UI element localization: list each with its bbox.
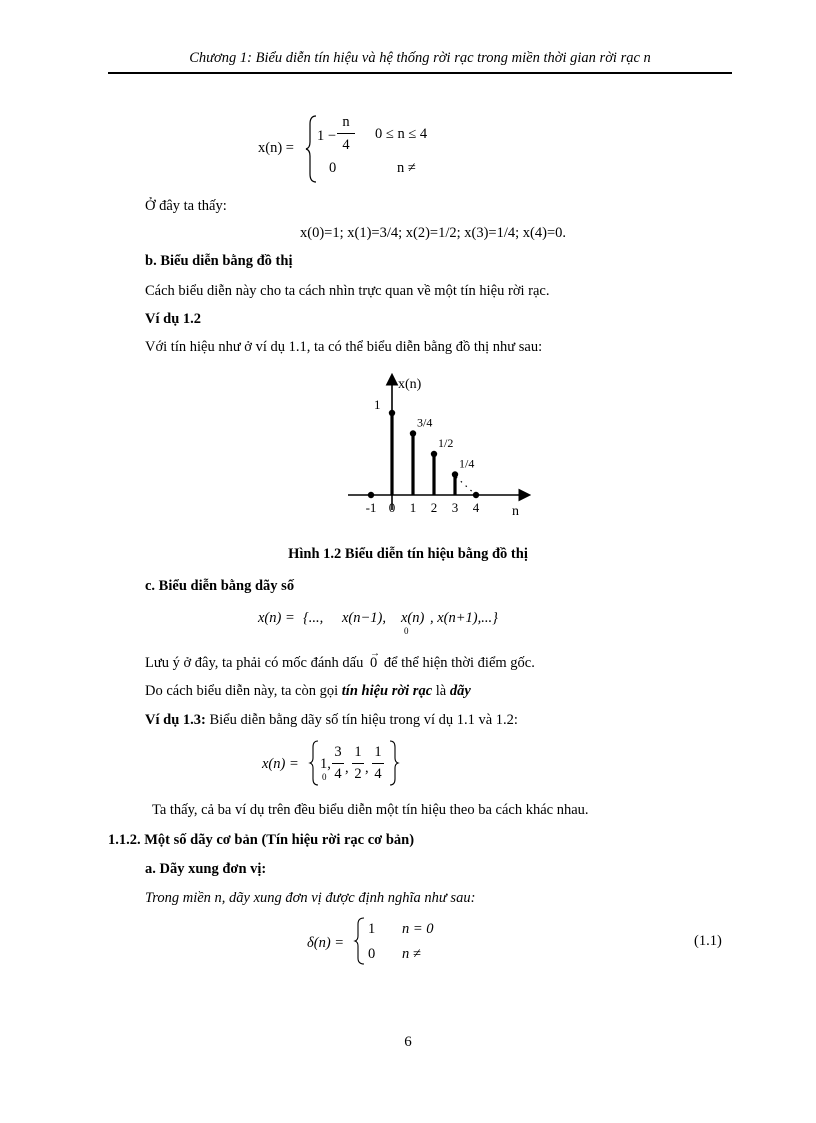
section-c-heading: c. Biểu diễn bằng dãy số: [145, 578, 295, 594]
section-a-heading: a. Dãy xung đơn vị:: [145, 861, 267, 877]
note-line: [145, 648, 535, 672]
note-origin-symbol: → 0: [369, 648, 380, 671]
x-tick-label-n1: 1: [409, 500, 417, 515]
seq-open: {...,: [303, 610, 324, 626]
seq-term-origin: x(n): [401, 610, 425, 626]
eq11-case1-val: 1: [368, 921, 376, 937]
eq11-case2-cond: n ≠: [402, 946, 421, 962]
value-label-n0: 1: [374, 397, 381, 412]
here-we-see: Ở đây ta thấy:: [145, 198, 227, 214]
x-axis-label: n: [512, 504, 519, 519]
seq-term-prev: x(n−1),: [342, 610, 387, 626]
eq1-case2-cond: n ≠: [397, 160, 416, 176]
trend-dotted-line: [456, 477, 476, 495]
eq13-sep1: ,: [345, 760, 349, 776]
figure-caption: Hình 1.2 Biểu diễn tín hiệu bằng đồ thị: [288, 546, 528, 562]
x-tick-label-n0: 0: [388, 500, 396, 515]
stem-point-n4: [473, 492, 479, 498]
eq13-f3-bar: [372, 763, 384, 764]
value-label-n2: 1/2: [438, 436, 454, 450]
eq13-f1-bar: [332, 763, 344, 764]
seq-lhs: x(n) =: [258, 610, 295, 626]
eq13-f3-den: 4: [374, 766, 382, 782]
eq1-fraction-bar: [337, 133, 355, 134]
values-line: x(0)=1; x(1)=3/4; x(2)=1/2; x(3)=1/4; x(4)=0.: [300, 225, 566, 241]
eq13-f3-num: 1: [374, 744, 382, 760]
section-b-heading: b. Biểu diễn bằng đồ thị: [145, 253, 293, 269]
term-sequence: dãy: [449, 683, 471, 699]
eq1-case1-den: 4: [342, 137, 350, 153]
note-part1: Lưu ý ở đây, ta phải có mốc đánh dấu: [145, 655, 364, 671]
stem-point-n-1: [368, 492, 374, 498]
eq13-first: 1,: [320, 756, 331, 772]
stem-point-n3: [452, 471, 458, 477]
stem-marks: [366, 397, 480, 515]
eq13-sep2: ,: [365, 760, 369, 776]
example-1-2-desc: Với tín hiệu như ở ví dụ 1.1, ta có thể biểu diễn bằng đồ thị như sau:: [145, 339, 543, 355]
x-tick-label-n4: 4: [472, 500, 480, 515]
eq11-number: (1.1): [694, 933, 722, 949]
stem-point-n2: [431, 451, 437, 457]
sequence-naming-line: Do cách biểu diễn này, ta còn gọi tín hiệu rời rạc là dãy: [145, 683, 471, 699]
seq-term-next: , x(n+1),...}: [430, 610, 498, 626]
x-tick-label-n-1: -1: [365, 500, 377, 515]
eq13-f2-bar: [352, 763, 364, 764]
eq11-brace: [355, 916, 367, 966]
stem-chart: [340, 370, 540, 520]
running-header: Chương 1: Biểu diễn tín hiệu và hệ thống rời rạc trong miền thời gian rời rạc n: [189, 50, 651, 66]
eq1-lhs: x(n) =: [258, 140, 294, 156]
eq13-f1-num: 3: [334, 744, 342, 760]
eq1-case1-expr: 1 −: [317, 128, 337, 144]
header-rule: [108, 72, 732, 74]
value-label-n1: 3/4: [417, 415, 433, 430]
eq13-origin-mark: 0: [322, 772, 327, 782]
eq11-lhs: δ(n) =: [307, 935, 345, 951]
eq13-f2-den: 2: [354, 766, 362, 782]
page-number: 6: [404, 1034, 412, 1050]
x-tick-label-n3: 3: [451, 500, 459, 515]
arrow-icon: →: [369, 648, 380, 659]
value-label-n3: 1/4: [459, 456, 475, 471]
eq1-case1-num: n: [342, 114, 350, 130]
note-part2: để thể hiện thời điểm gốc.: [383, 655, 535, 671]
eq13-lhs: x(n) =: [262, 756, 299, 772]
eq11-case1-cond: n = 0: [402, 921, 434, 937]
eq1-case2-expr: 0: [329, 160, 337, 176]
stem-point-n1: [410, 430, 416, 436]
eq13-f2-num: 1: [354, 744, 362, 760]
term-discrete-signal: tín hiệu rời rạc: [341, 683, 433, 699]
section-a-desc: Trong miền n, dãy xung đơn vị được định nghĩa như sau:: [145, 890, 476, 906]
x-tick-label-n2: 2: [430, 500, 438, 515]
example-1-3-line: Ví dụ 1.3: Biểu diễn bằng dãy số tín hiệu trong ví dụ 1.1 và 1.2:: [145, 712, 518, 728]
y-axis-label: x(n): [398, 377, 422, 392]
seq-origin-mark: 0: [404, 626, 409, 636]
eq11-case2-val: 0: [368, 946, 376, 962]
eq1-case1-cond: 0 ≤ n ≤ 4: [375, 126, 428, 142]
stem-point-n0: [389, 410, 395, 416]
example-1-2-heading: Ví dụ 1.2: [145, 311, 202, 327]
section-b-desc: Cách biểu diễn này cho ta cách nhìn trực quan về một tín hiệu rời rạc.: [145, 283, 550, 299]
conclusion: Ta thấy, cả ba ví dụ trên đều biểu diễn một tín hiệu theo ba cách khác nhau.: [152, 802, 589, 818]
eq1-brace: [306, 114, 318, 184]
eq13-f1-den: 4: [334, 766, 342, 782]
section-1-1-2-heading: 1.1.2. Một số dãy cơ bản (Tín hiệu rời rạc cơ bản): [108, 832, 415, 848]
